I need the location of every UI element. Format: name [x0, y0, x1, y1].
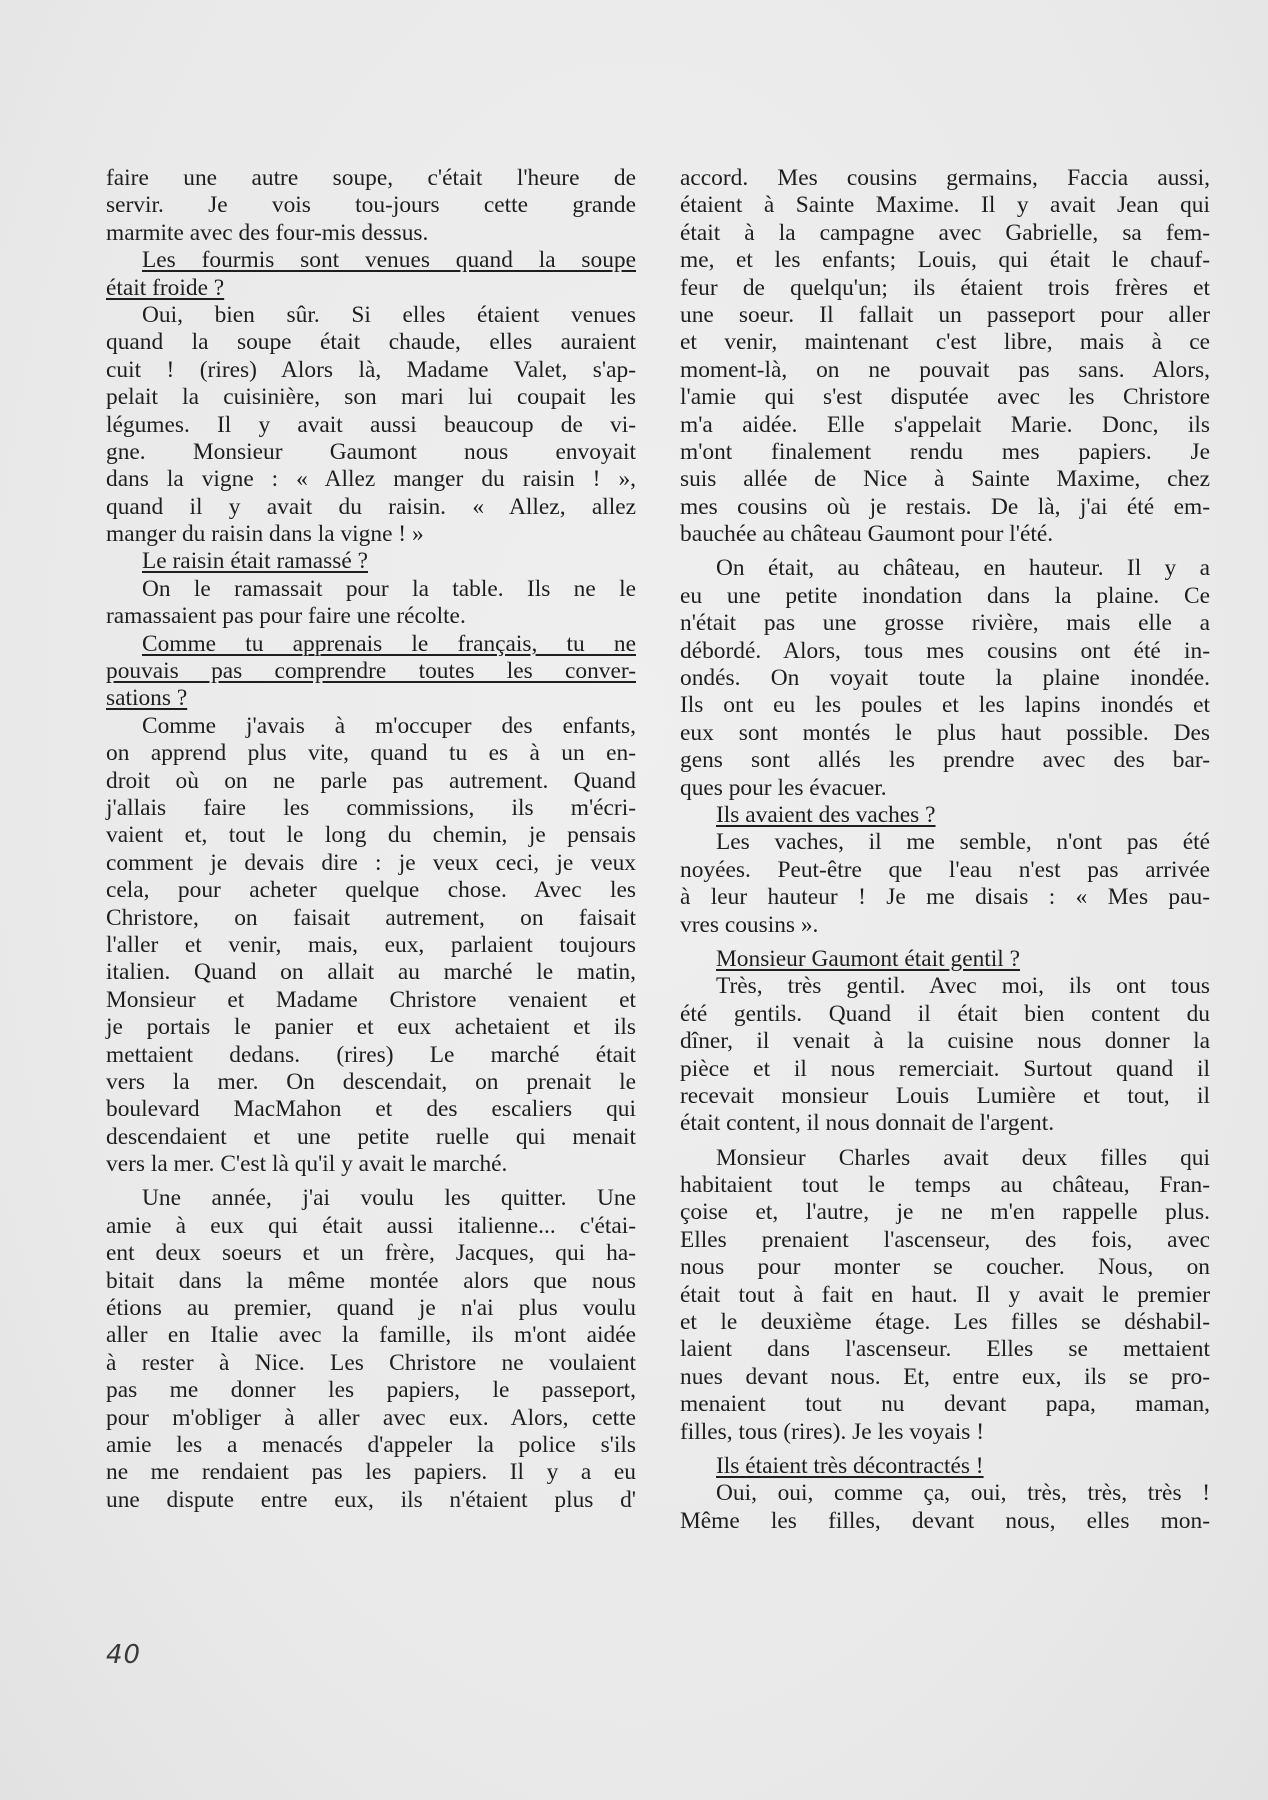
- answer-text: était content, il nous donnait de l'argent.: [680, 1110, 1055, 1137]
- text-line: [106, 822, 636, 849]
- question-text: Comme tu apprenais le français, tu ne: [142, 630, 636, 657]
- text-line: [106, 877, 636, 904]
- answer-text: dans la vigne : « Allez manger du raisin ! »,: [106, 466, 636, 493]
- text-line: [106, 740, 636, 767]
- text-line: [106, 1151, 636, 1178]
- answer-text: une dispute entre eux, ils n'étaient plus d': [106, 1486, 636, 1513]
- answer-text: une soeur. Il fallait un passeport pour aller: [680, 301, 1210, 328]
- answer-text: cela, pour acheter quelque chose. Avec les: [106, 877, 636, 904]
- text-line: [680, 692, 1210, 719]
- answer-text: filles, tous (rires). Je les voyais !: [680, 1418, 985, 1445]
- answer-text: eux sont montés le plus haut possible. Des: [680, 719, 1210, 746]
- answer-text: ent deux soeurs et un frère, Jacques, qui ha-: [106, 1240, 636, 1267]
- answer-text: pelait la cuisinière, son mari lui coupait les: [106, 384, 636, 411]
- text-line: [680, 775, 1210, 802]
- text-line: [680, 1254, 1210, 1281]
- answer-text: je portais le panier et eux achetaient et ils: [106, 1014, 636, 1041]
- answer-text: pas me donner les papiers, le passeport,: [106, 1377, 636, 1404]
- answer-text: quand il y avait du raisin. « Allez, allez: [106, 493, 636, 520]
- answer-text: manger du raisin dans la vigne ! »: [106, 521, 424, 548]
- answer-text: Même les filles, devant nous, elles mon-: [680, 1507, 1210, 1534]
- answer-text: vaient et, tout le long du chemin, je pensais: [106, 822, 636, 849]
- text-line: [106, 1240, 636, 1267]
- text-line: [680, 884, 1210, 911]
- text-line: [680, 1001, 1210, 1028]
- text-line: [106, 466, 636, 493]
- question-text: Ils étaient très décontractés !: [716, 1452, 984, 1479]
- answer-text: ques pour les évacuer.: [680, 774, 887, 801]
- text-line: [680, 357, 1210, 384]
- text-line: [680, 1480, 1210, 1507]
- text-line: [106, 1295, 636, 1322]
- text-line: [106, 412, 636, 439]
- answer-text: étaient à Sainte Maxime. Il y avait Jean qui: [680, 192, 1210, 219]
- answer-text: ne me rendaient pas les papiers. Il y a eu: [106, 1459, 636, 1486]
- answer-text: Une année, j'ai voulu les quitter. Une: [142, 1185, 636, 1212]
- text-line: [106, 1185, 636, 1212]
- question-text: sations ?: [106, 685, 188, 712]
- text-line: [680, 857, 1210, 884]
- interview-question-line: [680, 946, 1210, 973]
- text-line: [680, 912, 1210, 939]
- answer-text: m'ont finalement rendu mes papiers. Je: [680, 438, 1210, 465]
- text-line: [680, 1419, 1210, 1446]
- answer-text: moment-là, on ne pouvait pas sans. Alors,: [680, 356, 1210, 383]
- text-line: [680, 439, 1210, 466]
- answer-text: italien. Quand on allait au marché le matin,: [106, 959, 636, 986]
- text-line: [106, 1069, 636, 1096]
- answer-text: pièce et il nous remerciait. Surtout quand il: [680, 1055, 1210, 1082]
- answer-text: débordé. Alors, tous mes cousins ont été in-: [680, 637, 1210, 664]
- left-column: [106, 165, 636, 1514]
- text-line: [680, 466, 1210, 493]
- text-line: [680, 302, 1210, 329]
- answer-text: ondés. On voyait toute la plaine inondée.: [680, 665, 1210, 692]
- text-line: [680, 1364, 1210, 1391]
- answer-text: dîner, il venait à la cuisine nous donner la: [680, 1028, 1210, 1055]
- text-line: [680, 1508, 1210, 1535]
- answer-text: faire une autre soupe, c'était l'heure de: [106, 165, 636, 191]
- text-line: [680, 747, 1210, 774]
- text-line: [106, 384, 636, 411]
- text-line: [106, 1377, 636, 1404]
- text-line: [680, 494, 1210, 521]
- text-line: [680, 247, 1210, 274]
- text-line: [106, 1096, 636, 1123]
- answer-text: à leur hauteur ! Je me disais : « Mes pau-: [680, 884, 1210, 911]
- text-line: [680, 1227, 1210, 1254]
- interview-question-line: [680, 802, 1210, 829]
- answer-text: feur de quelqu'un; ils étaient trois frères et: [680, 274, 1210, 301]
- text-line: [106, 1268, 636, 1295]
- text-line: [680, 192, 1210, 219]
- text-line: [680, 384, 1210, 411]
- answer-text: gens sont allés les prendre avec des bar-: [680, 747, 1210, 774]
- answer-text: Monsieur et Madame Christore venaient et: [106, 986, 636, 1013]
- answer-text: Les vaches, il me semble, n'ont pas été: [716, 829, 1210, 856]
- answer-text: légumes. Il y avait aussi beaucoup de vi-: [106, 411, 636, 438]
- text-line: [680, 665, 1210, 692]
- right-column: [680, 165, 1210, 1535]
- interview-question-line: [680, 1453, 1210, 1480]
- text-line: [680, 1199, 1210, 1226]
- answer-text: et le deuxième étage. Les filles se déshabil-: [680, 1309, 1210, 1336]
- answer-text: Oui, bien sûr. Si elles étaient venues: [142, 301, 636, 328]
- text-line: [106, 850, 636, 877]
- answer-text: bitait dans la même montée alors que nous: [106, 1267, 636, 1294]
- answer-text: nues devant nous. Et, entre eux, ils se pro-: [680, 1363, 1210, 1390]
- text-line: [106, 905, 636, 932]
- answer-text: laient dans l'ascenseur. Elles se mettaient: [680, 1336, 1210, 1363]
- text-line: [106, 1213, 636, 1240]
- text-line: [106, 1459, 636, 1486]
- interview-question-line: [106, 548, 636, 575]
- answer-text: Elles prenaient l'ascenseur, des fois, avec: [680, 1226, 1210, 1253]
- text-line: [680, 555, 1210, 582]
- answer-text: noyées. Peut-être que l'eau n'est pas arrivée: [680, 856, 1210, 883]
- text-line: [106, 959, 636, 986]
- answer-text: quand la soupe était chaude, elles auraient: [106, 329, 636, 356]
- text-line: [106, 1350, 636, 1377]
- page-number: 40: [106, 1640, 142, 1670]
- answer-text: l'amie qui s'est disputée avec les Christore: [680, 384, 1210, 411]
- answer-text: çoise et, l'autre, je ne m'en rappelle plus.: [680, 1199, 1210, 1226]
- interview-question-line: [106, 658, 636, 685]
- answer-text: Très, très gentil. Avec moi, ils ont tous: [716, 973, 1210, 1000]
- text-line: [106, 713, 636, 740]
- answer-text: l'aller et venir, mais, eux, parlaient toujours: [106, 931, 636, 958]
- answer-text: vers la mer. On descendait, on prenait le: [106, 1068, 636, 1095]
- question-text: Ils avaient des vaches ?: [716, 801, 936, 828]
- answer-text: Oui, oui, comme ça, oui, très, très, très !: [716, 1480, 1210, 1507]
- interview-question-line: [106, 247, 636, 274]
- answer-text: ramassaient pas pour faire une récolte.: [106, 603, 466, 630]
- text-line: [106, 1405, 636, 1432]
- answer-text: j'allais faire les commissions, ils m'écri-: [106, 794, 636, 821]
- text-line: [680, 1110, 1210, 1137]
- answer-text: me, et les enfants; Louis, qui était le chauf-: [680, 247, 1210, 274]
- text-line: [680, 1083, 1210, 1110]
- text-line: [106, 1124, 636, 1151]
- text-line: [106, 220, 636, 247]
- answer-text: étions au premier, quand je n'ai plus voulu: [106, 1295, 636, 1322]
- answer-text: Ils ont eu les poules et les lapins inondés et: [680, 692, 1210, 719]
- text-line: [106, 795, 636, 822]
- answer-text: menaient tout nu devant papa, maman,: [680, 1391, 1210, 1418]
- text-line: [680, 1391, 1210, 1418]
- text-line: [680, 329, 1210, 356]
- answer-text: été gentils. Quand il était bien content du: [680, 1000, 1210, 1027]
- text-line: [106, 768, 636, 795]
- answer-text: amie à eux qui était aussi italienne... c'étai-: [106, 1212, 636, 1239]
- answer-text: Monsieur Charles avait deux filles qui: [716, 1144, 1210, 1171]
- text-line: [106, 1042, 636, 1069]
- answer-text: descendaient et une petite ruelle qui menait: [106, 1123, 636, 1150]
- text-line: [680, 220, 1210, 247]
- text-line: [680, 1056, 1210, 1083]
- text-line: [680, 583, 1210, 610]
- text-line: [680, 1282, 1210, 1309]
- text-line: [680, 638, 1210, 665]
- answer-text: m'a aidée. Elle s'appelait Marie. Donc, ils: [680, 411, 1210, 438]
- question-text: Le raisin était ramassé ?: [142, 548, 369, 575]
- answer-text: marmite avec des four-mis dessus.: [106, 219, 429, 246]
- text-line: [106, 1322, 636, 1349]
- text-line: [680, 165, 1210, 192]
- answer-text: était à la campagne avec Gabrielle, sa fem-: [680, 219, 1210, 246]
- answer-text: suis allée de Nice à Sainte Maxime, chez: [680, 466, 1210, 493]
- text-line: [106, 521, 636, 548]
- text-line: [680, 1172, 1210, 1199]
- text-line: [680, 412, 1210, 439]
- answer-text: à rester à Nice. Les Christore ne voulaient: [106, 1349, 636, 1376]
- text-line: [680, 521, 1210, 548]
- question-text: était froide ?: [106, 274, 225, 301]
- answer-text: pour m'obliger à aller avec eux. Alors, cette: [106, 1404, 636, 1431]
- answer-text: cuit ! (rires) Alors là, Madame Valet, s'ap-: [106, 356, 636, 383]
- answer-text: Comme j'avais à m'occuper des enfants,: [142, 712, 636, 739]
- text-line: [106, 357, 636, 384]
- answer-text: et venir, maintenant c'est libre, mais à ce: [680, 329, 1210, 356]
- answer-text: mes cousins où je restais. De là, j'ai été em-: [680, 493, 1210, 520]
- text-line: [680, 1028, 1210, 1055]
- text-line: [106, 165, 636, 192]
- text-line: [680, 829, 1210, 856]
- text-line: [680, 720, 1210, 747]
- answer-text: vers la mer. C'est là qu'il y avait le marché.: [106, 1151, 508, 1178]
- answer-text: amie les a menacés d'appeler la police s'ils: [106, 1431, 636, 1458]
- interview-question-line: [106, 685, 636, 712]
- answer-text: servir. Je vois tou-jours cette grande: [106, 192, 636, 219]
- answer-text: mettaient dedans. (rires) Le marché était: [106, 1041, 636, 1068]
- text-line: [106, 576, 636, 603]
- text-line: [106, 1487, 636, 1514]
- answer-text: boulevard MacMahon et des escaliers qui: [106, 1096, 636, 1123]
- question-text: pouvais pas comprendre toutes les conver-: [106, 658, 636, 685]
- answer-text: gne. Monsieur Gaumont nous envoyait: [106, 438, 636, 465]
- text-line: [106, 439, 636, 466]
- text-line: [106, 494, 636, 521]
- text-line: [106, 932, 636, 959]
- answer-text: bauchée au château Gaumont pour l'été.: [680, 521, 1054, 548]
- text-line: [680, 275, 1210, 302]
- answer-text: vres cousins ».: [680, 911, 819, 938]
- answer-text: on apprend plus vite, quand tu es à un en-: [106, 740, 636, 767]
- text-line: [106, 192, 636, 219]
- text-line: [106, 987, 636, 1014]
- answer-text: nous pour monter se coucher. Nous, on: [680, 1254, 1210, 1281]
- text-line: [106, 302, 636, 329]
- interview-question-line: [106, 631, 636, 658]
- text-line: [680, 973, 1210, 1000]
- question-text: Monsieur Gaumont était gentil ?: [716, 945, 1021, 972]
- answer-text: comment je devais dire : je veux ceci, je veux: [106, 849, 636, 876]
- text-line: [680, 1309, 1210, 1336]
- answer-text: On le ramassait pour la table. Ils ne le: [142, 575, 636, 602]
- answer-text: aller en Italie avec la famille, ils m'ont aidée: [106, 1322, 636, 1349]
- answer-text: eu une petite inondation dans la plaine. Ce: [680, 582, 1210, 609]
- answer-text: droit où on ne parle pas autrement. Quand: [106, 767, 636, 794]
- interview-question-line: [106, 275, 636, 302]
- text-line: [680, 1336, 1210, 1363]
- text-line: [106, 1432, 636, 1459]
- text-line: [106, 1014, 636, 1041]
- text-line: [680, 610, 1210, 637]
- answer-text: était tout à fait en haut. Il y avait le premier: [680, 1281, 1210, 1308]
- text-line: [680, 1145, 1210, 1172]
- answer-text: habitaient tout le temps au château, Fran-: [680, 1172, 1210, 1199]
- answer-text: recevait monsieur Louis Lumière et tout, il: [680, 1082, 1210, 1109]
- answer-text: On était, au château, en hauteur. Il y a: [716, 555, 1210, 582]
- text-line: [106, 329, 636, 356]
- answer-text: n'était pas une grosse rivière, mais elle a: [680, 610, 1210, 637]
- answer-text: accord. Mes cousins germains, Faccia aussi,: [680, 165, 1210, 191]
- text-line: [106, 603, 636, 630]
- question-text: Les fourmis sont venues quand la soupe: [142, 247, 636, 274]
- answer-text: Christore, on faisait autrement, on faisait: [106, 904, 636, 931]
